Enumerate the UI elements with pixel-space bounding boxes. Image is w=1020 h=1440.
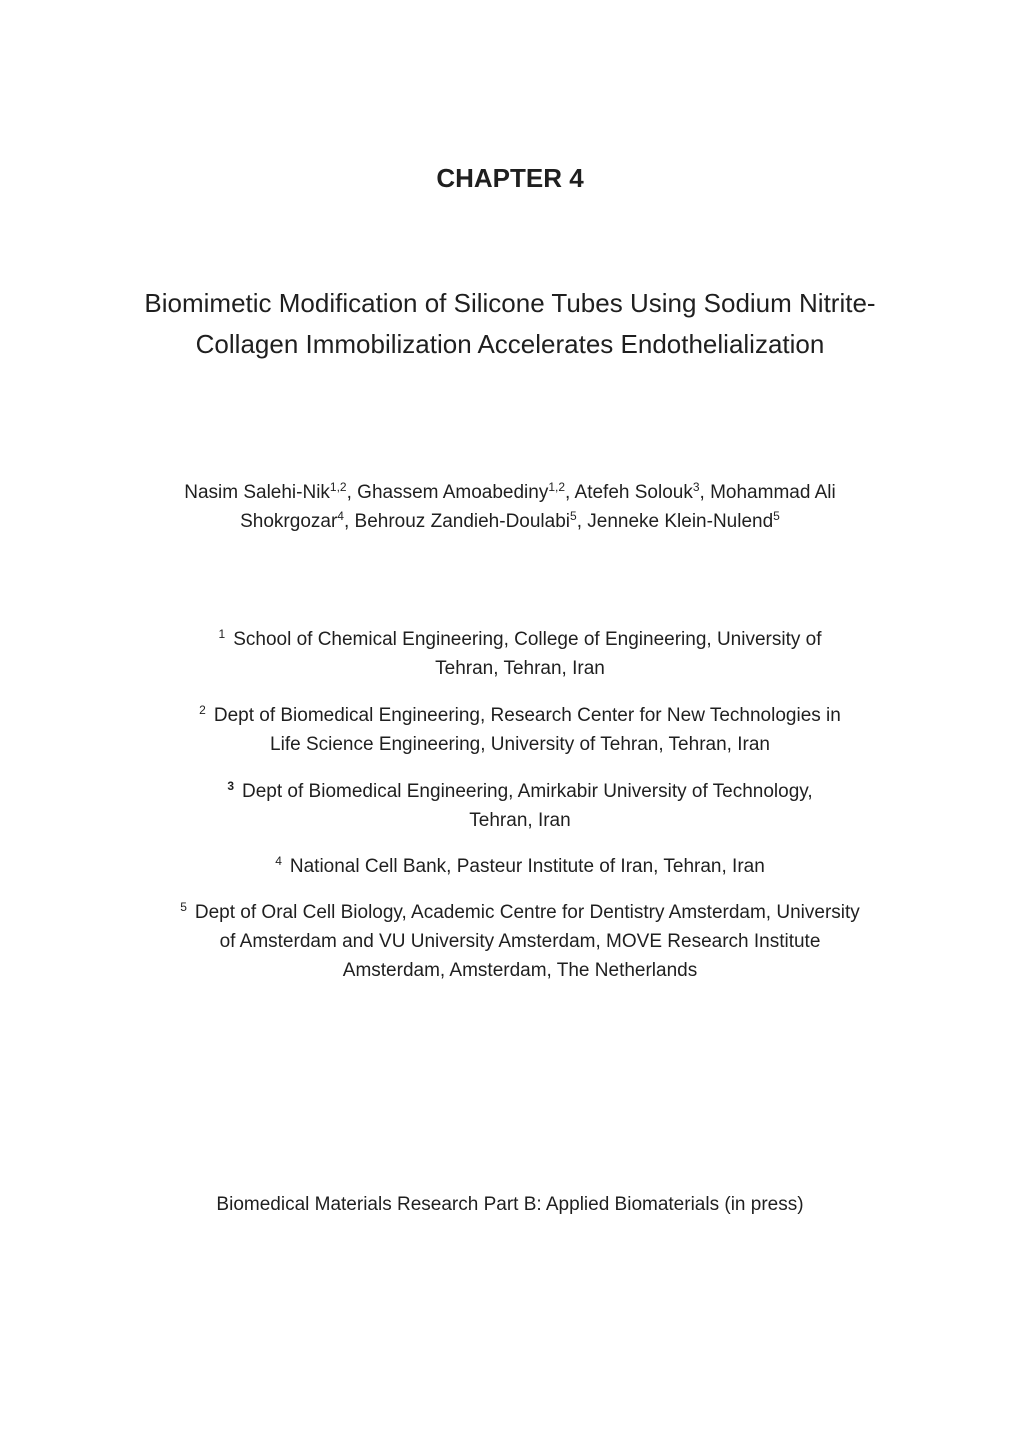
affiliation-text: Dept of Oral Cell Biology, Academic Centre for Dentistry Amsterdam, University xyxy=(194,902,860,923)
author-affiliation-mark: 4 xyxy=(337,509,344,523)
paper-title xyxy=(100,283,920,365)
affiliation-number: 2 xyxy=(199,703,206,717)
affiliation-line: of Amsterdam and VU University Amsterdam, MOVE Research Institute xyxy=(219,931,821,952)
affiliation-3 xyxy=(100,777,940,835)
affiliation-line xyxy=(100,625,940,654)
affiliation-line xyxy=(100,701,940,730)
author-affiliation-mark: 5 xyxy=(570,509,577,523)
author-name: , Behrouz Zandieh-Doulabi xyxy=(343,511,571,532)
journal-citation: Biomedical Materials Research Part B: Applied Biomaterials (in press) xyxy=(216,1194,804,1215)
author-list xyxy=(100,478,920,536)
affiliation-line: Tehran, Iran xyxy=(469,810,571,831)
author-line xyxy=(100,507,920,536)
affiliation-text: Dept of Biomedical Engineering, Research Center for New Technologies in xyxy=(213,705,841,726)
paper-title-line: Collagen Immobilization Accelerates Endothelialization xyxy=(195,329,825,359)
author-name: Shokrgozar xyxy=(240,511,338,532)
author-affiliation-mark: 3 xyxy=(692,480,700,494)
affiliation-line: Tehran, Tehran, Iran xyxy=(435,658,605,679)
affiliation-line: Amsterdam, Amsterdam, The Netherlands xyxy=(342,960,698,981)
paper-title-line: Biomimetic Modification of Silicone Tubes Using Sodium Nitrite- xyxy=(144,288,876,318)
affiliation-line: Life Science Engineering, University of Tehran, Tehran, Iran xyxy=(270,734,770,755)
affiliation-number: 5 xyxy=(180,900,187,914)
affiliation-line xyxy=(100,777,940,806)
author-affiliation-mark: 5 xyxy=(773,509,780,523)
affiliation-number: 3 xyxy=(227,779,235,793)
author-name: , Jenneke Klein-Nulend xyxy=(576,511,774,532)
author-name: , Mohammad Ali xyxy=(699,482,836,503)
affiliation-5 xyxy=(100,898,940,985)
author-affiliation-mark: 1,2 xyxy=(329,480,347,494)
affiliation-text: National Cell Bank, Pasteur Institute of Iran, Tehran, Iran xyxy=(289,856,765,877)
author-line xyxy=(100,478,920,507)
affiliation-text: Dept of Biomedical Engineering, Amirkabir University of Technology, xyxy=(242,781,813,802)
affiliation-line xyxy=(100,852,940,881)
author-name: Nasim Salehi-Nik xyxy=(184,482,330,503)
affiliation-text: School of Chemical Engineering, College of Engineering, University of xyxy=(233,629,822,650)
affiliation-1 xyxy=(100,625,940,683)
affiliation-4 xyxy=(100,852,940,881)
chapter-heading: CHAPTER 4 xyxy=(436,163,584,193)
affiliation-number: 4 xyxy=(275,854,282,868)
author-name: , Atefeh Solouk xyxy=(565,482,693,503)
author-affiliation-mark: 1,2 xyxy=(548,480,566,494)
affiliation-line xyxy=(100,898,940,927)
author-name: , Ghassem Amoabediny xyxy=(346,482,549,503)
affiliation-number: 1 xyxy=(218,627,226,641)
affiliation-2 xyxy=(100,701,940,759)
